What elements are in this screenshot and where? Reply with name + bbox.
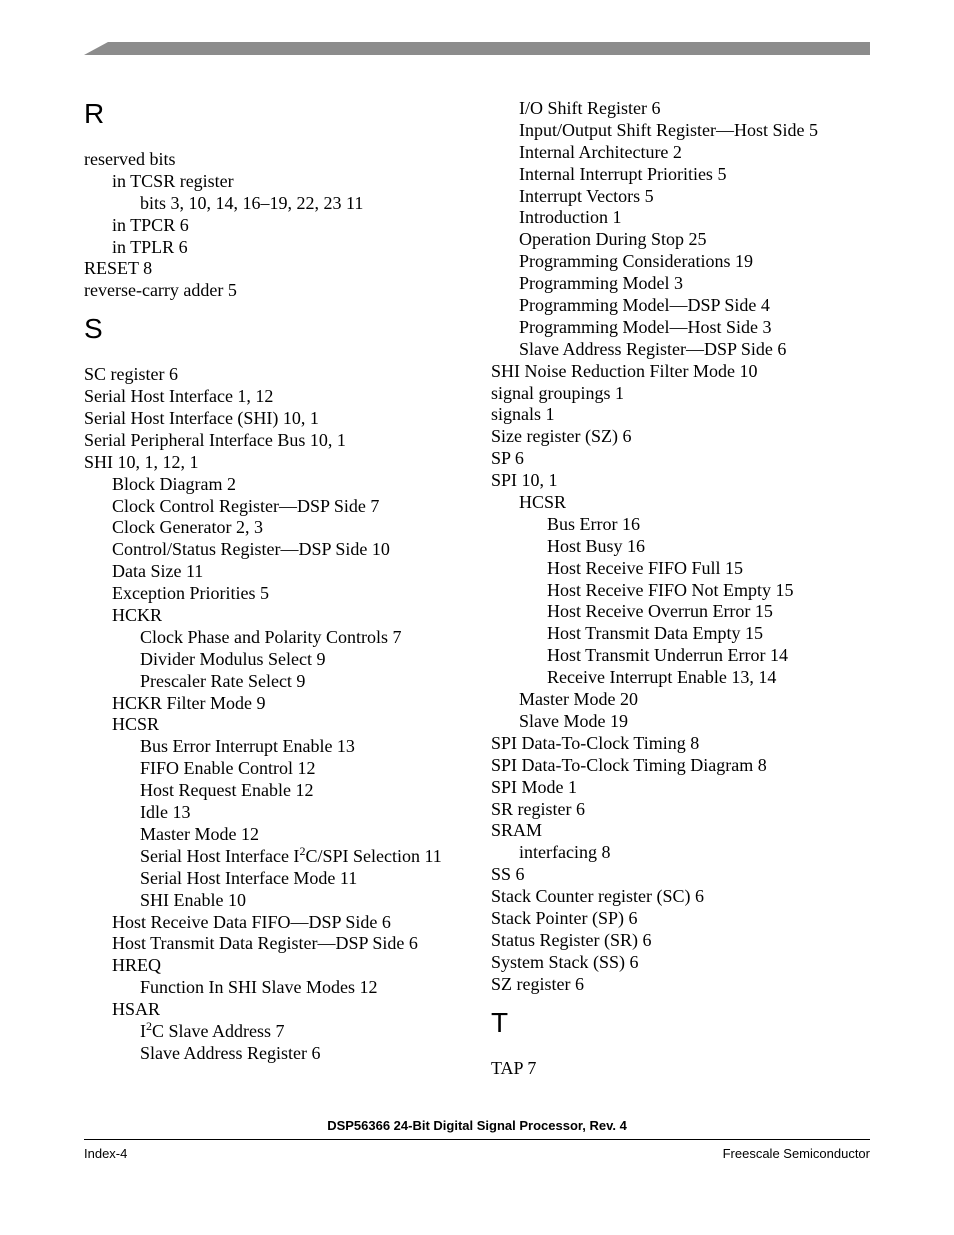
index-section-letter: S bbox=[84, 313, 103, 345]
footer-page-number: Index-4 bbox=[84, 1146, 128, 1161]
index-entry-text: I bbox=[140, 1020, 146, 1041]
index-entry: SRAM bbox=[491, 820, 543, 841]
index-entry: Host Receive FIFO Not Empty 15 bbox=[547, 579, 794, 600]
index-entry: Introduction 1 bbox=[519, 207, 622, 228]
index-entry: Idle 13 bbox=[140, 802, 191, 823]
index-entry: Bus Error Interrupt Enable 13 bbox=[140, 736, 355, 757]
index-entry: SPI 10, 1 bbox=[491, 470, 558, 491]
index-entry: Host Request Enable 12 bbox=[140, 780, 314, 801]
index-entry: Host Receive Data FIFO—DSP Side 6 bbox=[112, 911, 391, 932]
index-entry: Status Register (SR) 6 bbox=[491, 929, 652, 950]
index-entry: Host Busy 16 bbox=[547, 535, 646, 556]
index-entry: FIFO Enable Control 12 bbox=[140, 758, 316, 779]
index-entry: signal groupings 1 bbox=[491, 382, 624, 403]
index-entry: Interrupt Vectors 5 bbox=[519, 185, 654, 206]
index-entry: Serial Peripheral Interface Bus 10, 1 bbox=[84, 429, 346, 450]
index-entry: Bus Error 16 bbox=[547, 513, 640, 534]
index-entry: HCKR bbox=[112, 605, 163, 626]
index-entry: SZ register 6 bbox=[491, 973, 584, 994]
index-entry: Programming Considerations 19 bbox=[519, 251, 753, 272]
index-entry bbox=[84, 843, 476, 868]
index-entry: Data Size 11 bbox=[112, 561, 204, 582]
index-entry: Clock Control Register—DSP Side 7 bbox=[112, 495, 380, 516]
index-entry: Block Diagram 2 bbox=[112, 473, 236, 494]
index-entry: HSAR bbox=[112, 999, 161, 1020]
index-entry: Receive Interrupt Enable 13, 14 bbox=[547, 667, 777, 688]
index-entry: Size register (SZ) 6 bbox=[491, 426, 632, 447]
index-entry: Exception Priorities 5 bbox=[112, 583, 269, 604]
index-entry: Stack Counter register (SC) 6 bbox=[491, 886, 704, 907]
index-entry: Slave Mode 19 bbox=[519, 710, 628, 731]
index-entry: SPI Data-To-Clock Timing 8 bbox=[491, 732, 700, 753]
index-entry: Clock Phase and Polarity Controls 7 bbox=[140, 626, 402, 647]
index-entry: reserved bits bbox=[84, 149, 176, 169]
index-entry-text: Serial Host Interface I bbox=[140, 845, 300, 866]
index-entry: Master Mode 20 bbox=[519, 689, 638, 710]
index-entry: Serial Host Interface (SHI) 10, 1 bbox=[84, 408, 319, 429]
index-entry: SP 6 bbox=[491, 448, 524, 469]
index-entry: Operation During Stop 25 bbox=[519, 229, 707, 250]
index-entry: HREQ bbox=[112, 955, 161, 976]
index-entry: in TCSR register bbox=[112, 170, 234, 191]
footer-company: Freescale Semiconductor bbox=[722, 1146, 870, 1161]
index-entry: Slave Address Register—DSP Side 6 bbox=[519, 338, 787, 359]
header-bar bbox=[84, 42, 870, 55]
index-entry: Divider Modulus Select 9 bbox=[140, 648, 326, 669]
index-entry: SPI Mode 1 bbox=[491, 776, 578, 797]
index-entry-text: C Slave Address 7 bbox=[152, 1020, 285, 1041]
index-entry: Serial Host Interface Mode 11 bbox=[140, 867, 358, 888]
index-entry: bits 3, 10, 14, 16–19, 22, 23 11 bbox=[140, 192, 364, 213]
index-entry: SC register 6 bbox=[84, 364, 178, 385]
footer-document-title: DSP56366 24-Bit Digital Signal Processor, Rev. 4 bbox=[327, 1118, 627, 1133]
index-entry: Prescaler Rate Select 9 bbox=[140, 670, 306, 691]
superscript: 2 bbox=[146, 1018, 152, 1033]
index-entry: Programming Model—DSP Side 4 bbox=[519, 295, 770, 316]
index-section-letter: R bbox=[84, 98, 105, 129]
index-entry bbox=[84, 1018, 476, 1043]
index-entry: Host Transmit Data Register—DSP Side 6 bbox=[112, 933, 418, 954]
index-entry: HCSR bbox=[519, 492, 567, 513]
index-entry: System Stack (SS) 6 bbox=[491, 951, 639, 972]
index-entry: Programming Model 3 bbox=[519, 273, 683, 294]
index-entry: SS 6 bbox=[491, 864, 525, 885]
index-entry: Serial Host Interface 1, 12 bbox=[84, 386, 274, 407]
index-entry: I/O Shift Register 6 bbox=[519, 98, 661, 118]
index-column-right bbox=[491, 98, 870, 1079]
index-entry: Function In SHI Slave Modes 12 bbox=[140, 977, 378, 998]
index-entry: Host Transmit Underrun Error 14 bbox=[547, 645, 788, 666]
index-column-left bbox=[84, 98, 476, 1065]
index-entry: SHI Noise Reduction Filter Mode 10 bbox=[491, 360, 758, 381]
index-entry: in TPCR 6 bbox=[112, 214, 189, 235]
index-entry: SR register 6 bbox=[491, 798, 585, 819]
index-entry: Clock Generator 2, 3 bbox=[112, 517, 263, 538]
index-entry: Stack Pointer (SP) 6 bbox=[491, 907, 638, 928]
index-entry: RESET 8 bbox=[84, 258, 153, 279]
index-entry: HCSR bbox=[112, 714, 160, 735]
index-entry: interfacing 8 bbox=[519, 842, 611, 863]
index-entry: SHI Enable 10 bbox=[140, 889, 246, 910]
index-entry-text: C/SPI Selection 11 bbox=[305, 845, 442, 866]
index-section-letter: T bbox=[491, 1006, 509, 1038]
footer-divider bbox=[84, 1139, 870, 1140]
index-entry: Host Transmit Data Empty 15 bbox=[547, 623, 764, 644]
index-entry: Programming Model—Host Side 3 bbox=[519, 316, 772, 337]
index-entry: Internal Interrupt Priorities 5 bbox=[519, 163, 727, 184]
index-entry: TAP 7 bbox=[491, 1057, 537, 1078]
index-entry: SPI Data-To-Clock Timing Diagram 8 bbox=[491, 754, 767, 775]
index-entry: Host Receive Overrun Error 15 bbox=[547, 601, 773, 622]
index-entry: Input/Output Shift Register—Host Side 5 bbox=[519, 119, 818, 140]
index-entry: Control/Status Register—DSP Side 10 bbox=[112, 539, 390, 560]
index-entry: Slave Address Register 6 bbox=[140, 1042, 321, 1063]
index-entry: in TPLR 6 bbox=[112, 236, 188, 257]
index-entry: SHI 10, 1, 12, 1 bbox=[84, 451, 199, 472]
index-entry: signals 1 bbox=[491, 404, 555, 425]
index-entry: reverse-carry adder 5 bbox=[84, 280, 237, 301]
index-entry: Internal Architecture 2 bbox=[519, 141, 682, 162]
index-entry: Host Receive FIFO Full 15 bbox=[547, 557, 743, 578]
index-entry: Master Mode 12 bbox=[140, 823, 259, 844]
index-entry: HCKR Filter Mode 9 bbox=[112, 692, 266, 713]
superscript: 2 bbox=[299, 843, 306, 858]
